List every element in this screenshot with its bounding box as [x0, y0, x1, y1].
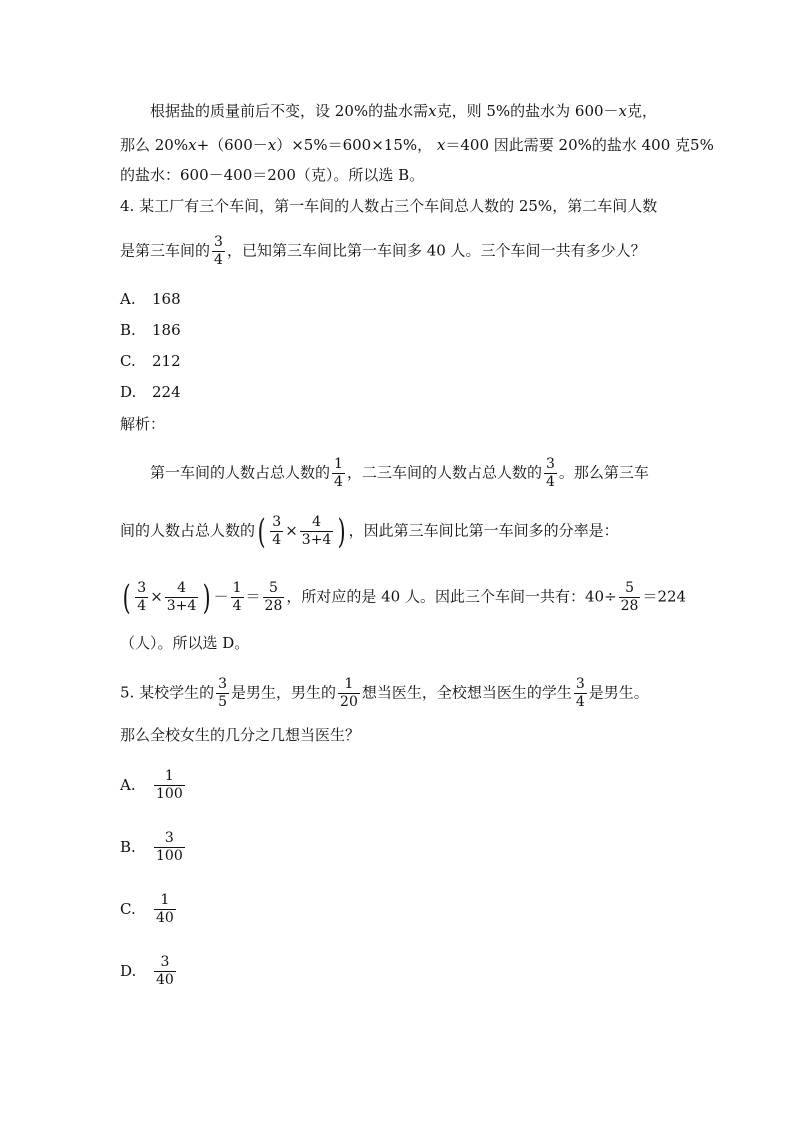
fraction-one-twentieth: $\frac{1}{20}$ — [340, 676, 358, 710]
q4-stem-text-b: ，已知第三车间比第一车间多 40 人。三个车间一共有多少人？ — [226, 241, 646, 260]
fraction-4-over-3plus4: $\frac{4}{3+4}$ — [301, 514, 332, 548]
q5-stem-line-2: 那么全校女生的几分之几想当医生？ — [120, 726, 361, 744]
fraction-4-over-3plus4-b: $\frac{4}{3+4}$ — [166, 580, 197, 614]
prev-solution-line-3: 的盐水：600－400＝200（克）。所以选 B。 — [120, 166, 425, 184]
prev-solution-line-2: 那么 20%𝑥+（600－𝑥）×5%＝600×15%， 𝑥＝400 因此需要 20%的盐水 400 克5% — [120, 136, 714, 154]
q5-stem-line-1: 5. 某校学生的 $\frac{3}{5}$ 是男生，男生的 $\frac{1}{20}$ 想当医生，全校想当医生的学生 $\frac{3}{4}$ 是男生。 — [120, 676, 649, 710]
q4-option-a[interactable]: A. 168 — [120, 290, 181, 308]
fraction-one-quarter: $\frac{1}{4}$ — [334, 456, 343, 490]
q4-option-c[interactable]: C. 212 — [120, 352, 181, 370]
q5-option-c[interactable]: C. $\frac{1}{40}$ — [120, 892, 174, 926]
fraction-three-quarters: $\frac{3}{4}$ — [545, 456, 555, 490]
q4-stem-line-2 — [120, 234, 646, 269]
fraction-three-quarters-q5: $\frac{3}{4}$ — [575, 676, 585, 710]
q4-analysis-line-2: 间的人数占总人数的( $\frac{3}{4}$ × $\frac{4}{3+4}$ ) ，因此第三车间比第一车间多的分率是： — [120, 511, 619, 552]
q4-analysis-line-1: 第一车间的人数占总人数的 $\frac{1}{4}$ ，二三车间的人数占总人数的 $\frac{3}{4}$ 。那么第三车 — [150, 456, 649, 490]
q4-option-b[interactable]: B. 186 — [120, 321, 181, 339]
fraction-1-4: $\frac{1}{4}$ — [232, 580, 242, 614]
q5-option-d[interactable]: D. $\frac{3}{40}$ — [120, 954, 174, 988]
fraction-three-fifths: $\frac{3}{5}$ — [218, 676, 228, 710]
q5-option-a[interactable]: A. $\frac{1}{100}$ — [120, 768, 183, 802]
q4-stem-line-1: 4. 某工厂有三个车间，第一车间的人数占三个车间总人数的 25%，第二车间人数 — [120, 197, 658, 215]
fraction-3-4-b: $\frac{3}{4}$ — [137, 580, 147, 614]
q4-option-d[interactable]: D. 224 — [120, 383, 181, 401]
fraction-3-4: $\frac{3}{4}$ — [272, 514, 282, 548]
q4-analysis-line-4: （人）。所以选 D。 — [120, 634, 250, 652]
q5-option-b[interactable]: B. $\frac{3}{100}$ — [120, 830, 183, 864]
q4-analysis-label: 解析： — [120, 415, 166, 433]
fraction-5-28: $\frac{5}{28}$ — [264, 580, 283, 614]
q4-stem-text-a: 是第三车间的 — [120, 241, 211, 260]
q4-fraction-three-quarters: $\frac{3}{4}$ — [214, 234, 223, 268]
q4-analysis-line-3: ( $\frac{3}{4}$ × $\frac{4}{3+4}$ ) － $\frac{1}{4}$ ＝ $\frac{5}{28}$ ，所对应的是 40 人。因此三个车间一共有：40÷ $\frac{5}{28}$ ＝224 — [122, 577, 687, 618]
fraction-5-28-b: $\frac{5}{28}$ — [620, 580, 639, 614]
prev-solution-line-1: 根据盐的质量前后不变，设 20%的盐水需𝑥克，则 5%的盐水为 600－𝑥克， — [150, 102, 657, 120]
